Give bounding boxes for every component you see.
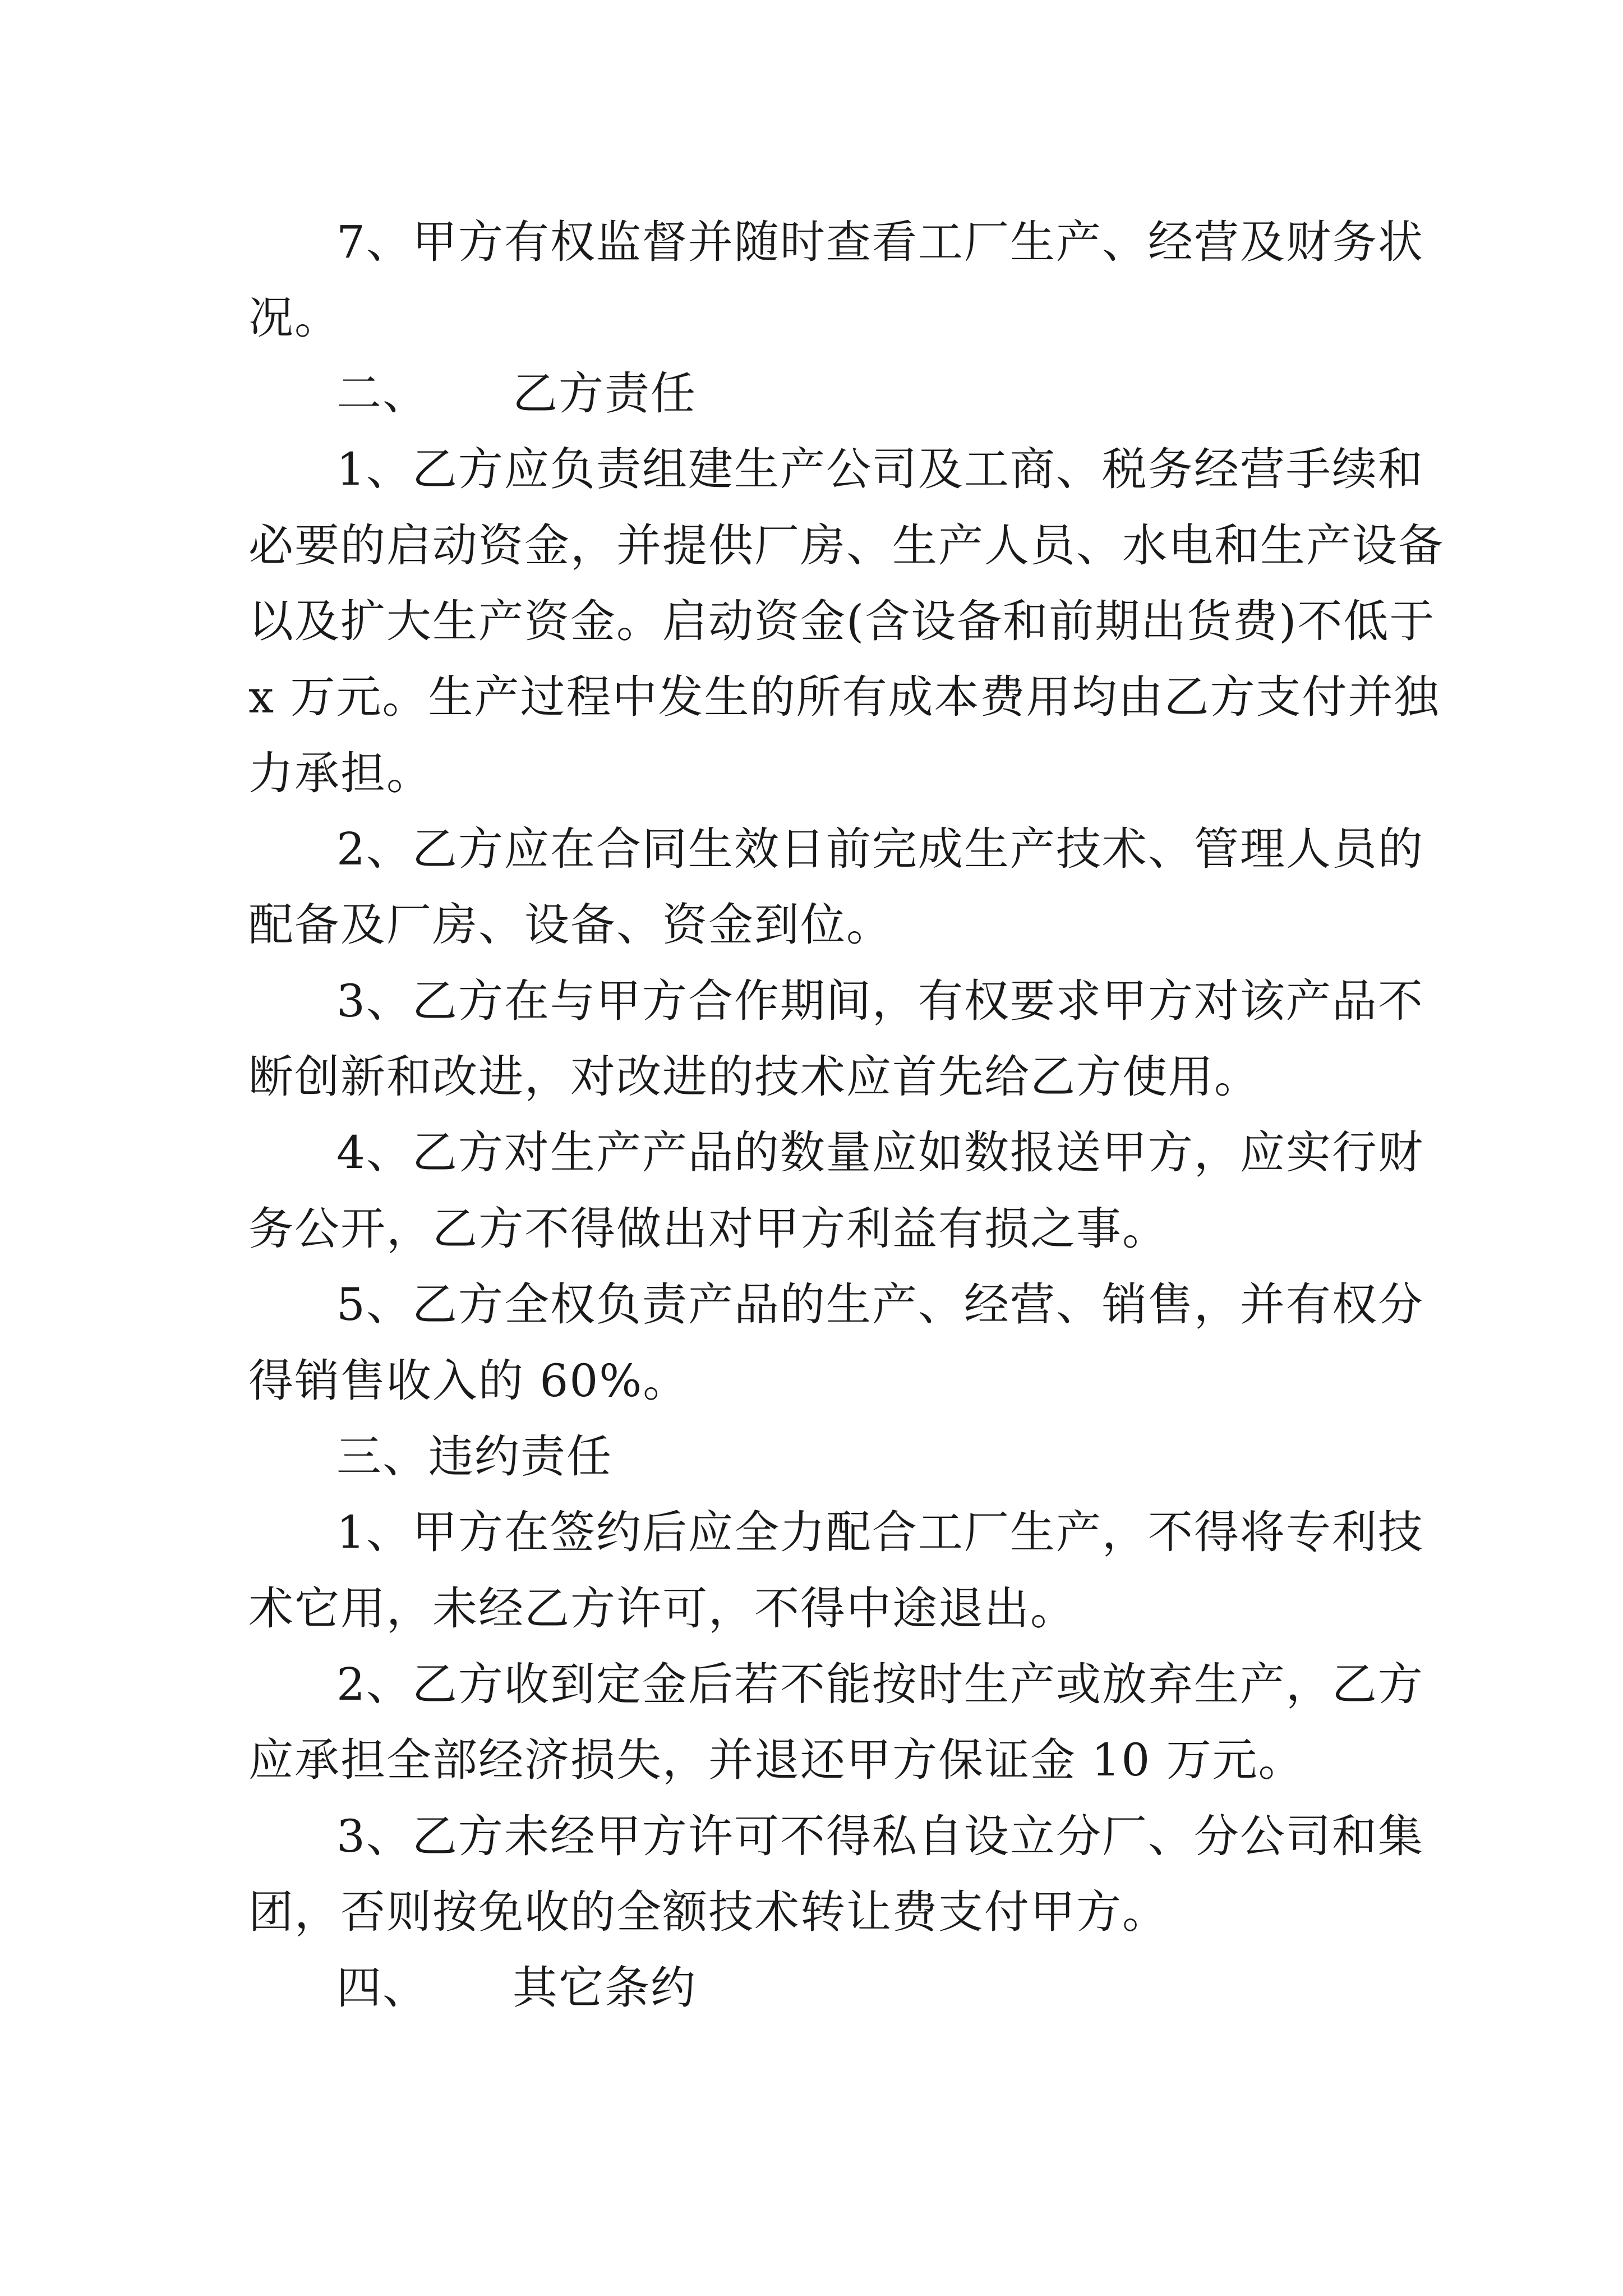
section-number: 二、 — [336, 367, 428, 420]
paragraph-line: 3、乙方在与甲方合作期间，有权要求甲方对该产品不 — [336, 975, 1424, 1027]
paragraph-line: 团，否则按免收的全额技术转让费支付甲方。 — [248, 1886, 1168, 1938]
section-heading — [336, 366, 1393, 422]
paragraph-line: 7、甲方有权监督并随时查看工厂生产、经营及财务状 — [336, 216, 1424, 268]
paragraph-line: 5、乙方全权负责产品的生产、经营、销售，并有权分 — [336, 1278, 1424, 1331]
paragraph-line: 断创新和改进，对改进的技术应首先给乙方使用。 — [248, 1051, 1260, 1103]
paragraph-line: 力承担。 — [248, 747, 432, 799]
section-heading — [336, 1960, 1393, 2016]
paragraph-line: 得销售收入的 60%。 — [248, 1355, 689, 1407]
paragraph-line: 术它用，未经乙方许可，不得中途退出。 — [248, 1582, 1076, 1635]
paragraph-line: 务公开，乙方不得做出对甲方利益有损之事。 — [248, 1203, 1168, 1255]
paragraph-line: 况。 — [248, 292, 340, 344]
paragraph-line: 配备及厂房、设备、资金到位。 — [248, 899, 892, 951]
section-number: 四、 — [336, 1962, 428, 2014]
paragraph-line: 3、乙方未经甲方许可不得私自设立分厂、分公司和集 — [336, 1810, 1424, 1862]
paragraph-line: 2、乙方收到定金后若不能按时生产或放弃生产，乙方 — [336, 1658, 1424, 1710]
paragraph-line: 4、乙方对生产产品的数量应如数报送甲方，应实行财 — [336, 1126, 1424, 1179]
paragraph-line: x 万元。生产过程中发生的所有成本费用均由乙方支付并独 — [248, 671, 1440, 723]
paragraph-line: 必要的启动资金，并提供厂房、生产人员、水电和生产设备 — [248, 519, 1444, 572]
paragraph-line: 以及扩大生产资金。启动资金(含设备和前期出货费)不低于 — [248, 595, 1436, 647]
section-heading: 三、违约责任 — [336, 1430, 612, 1483]
paragraph-line: 应承担全部经济损失，并退还甲方保证金 10 万元。 — [248, 1734, 1304, 1786]
section-title: 其它条约 — [513, 1962, 697, 2014]
paragraph-line: 1、甲方在签约后应全力配合工厂生产，不得将专利技 — [336, 1506, 1424, 1558]
paragraph-line: 1、乙方应负责组建生产公司及工商、税务经营手续和 — [336, 443, 1424, 495]
paragraph-line: 2、乙方应在合同生效日前完成生产技术、管理人员的 — [336, 823, 1424, 875]
section-title: 乙方责任 — [513, 367, 697, 420]
